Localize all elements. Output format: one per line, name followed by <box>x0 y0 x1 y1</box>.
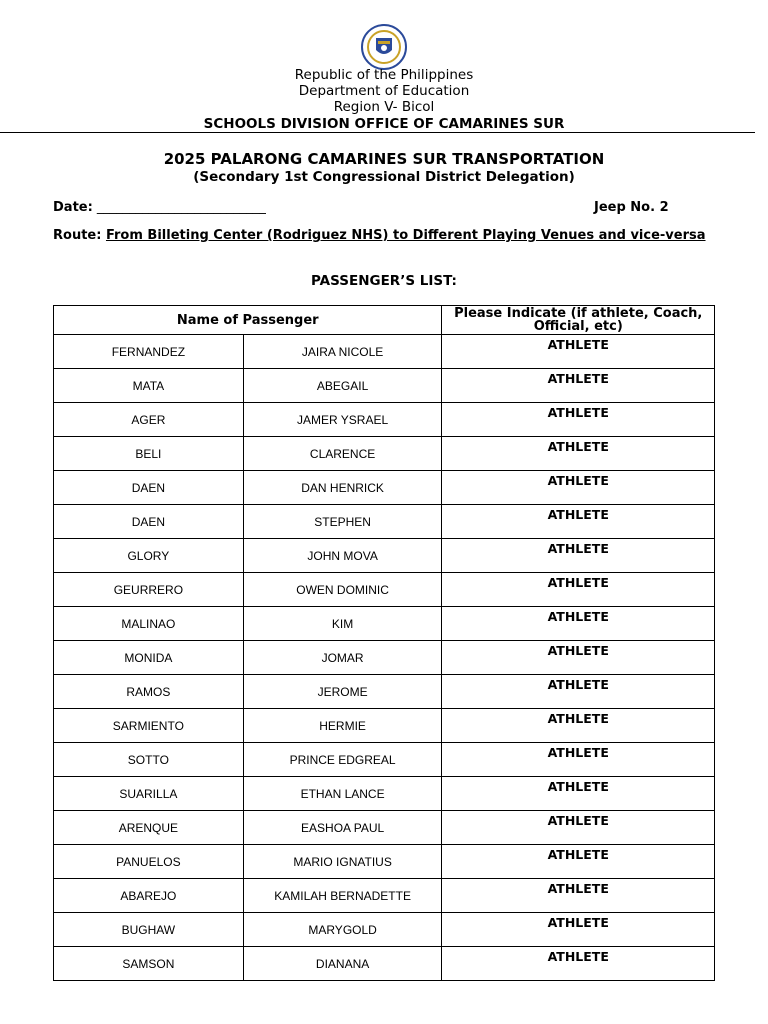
passenger-last-name: MALINAO <box>54 607 244 641</box>
passenger-role: ATHLETE <box>442 947 715 981</box>
passenger-last-name: SOTTO <box>54 743 244 777</box>
passenger-last-name: SARMIENTO <box>54 709 244 743</box>
header-division-office: SCHOOLS DIVISION OFFICE OF CAMARINES SUR <box>203 116 565 132</box>
table-row <box>54 913 715 947</box>
passenger-last-name: DAEN <box>54 505 244 539</box>
jeep-number: Jeep No. 2 <box>594 200 669 215</box>
passenger-table <box>53 305 715 981</box>
table-row <box>54 947 715 981</box>
passenger-role: ATHLETE <box>442 743 715 777</box>
passenger-last-name: GEURRERO <box>54 573 244 607</box>
passenger-first-name: JOMAR <box>243 641 442 675</box>
passenger-last-name: PANUELOS <box>54 845 244 879</box>
passenger-last-name: RAMOS <box>54 675 244 709</box>
table-row <box>54 743 715 777</box>
passenger-first-name: MARYGOLD <box>243 913 442 947</box>
passenger-last-name: SUARILLA <box>54 777 244 811</box>
passenger-last-name: MONIDA <box>54 641 244 675</box>
passenger-last-name: AGER <box>54 403 244 437</box>
passenger-last-name: ABAREJO <box>54 879 244 913</box>
passenger-role: ATHLETE <box>442 879 715 913</box>
passenger-first-name: EASHOA PAUL <box>243 811 442 845</box>
table-row <box>54 471 715 505</box>
passenger-role: ATHLETE <box>442 471 715 505</box>
passenger-first-name: JOHN MOVA <box>243 539 442 573</box>
table-row <box>54 369 715 403</box>
passenger-role: ATHLETE <box>442 709 715 743</box>
table-row <box>54 437 715 471</box>
passenger-role: ATHLETE <box>442 573 715 607</box>
passenger-last-name: GLORY <box>54 539 244 573</box>
passenger-role: ATHLETE <box>442 403 715 437</box>
passenger-first-name: KAMILAH BERNADETTE <box>243 879 442 913</box>
table-row <box>54 335 715 369</box>
passenger-first-name: CLARENCE <box>243 437 442 471</box>
passenger-role: ATHLETE <box>442 505 715 539</box>
header-name-of-passenger: Name of Passenger <box>54 306 442 335</box>
route-line <box>53 229 713 243</box>
document-title: 2025 PALARONG CAMARINES SUR TRANSPORTATION <box>163 150 605 168</box>
passenger-first-name: DIANANA <box>243 947 442 981</box>
passenger-role: ATHLETE <box>442 369 715 403</box>
passenger-last-name: DAEN <box>54 471 244 505</box>
date-blank: __________________________ <box>92 200 266 215</box>
passenger-role: ATHLETE <box>442 777 715 811</box>
header-department: Department of Education <box>298 83 470 99</box>
passenger-first-name: MARIO IGNATIUS <box>243 845 442 879</box>
passenger-role: ATHLETE <box>442 437 715 471</box>
table-row <box>54 777 715 811</box>
header-region: Region V- Bicol <box>333 99 435 115</box>
passenger-first-name: KIM <box>243 607 442 641</box>
passenger-role: ATHLETE <box>442 641 715 675</box>
date-label: Date: <box>53 200 93 215</box>
passenger-first-name: ABEGAIL <box>243 369 442 403</box>
passenger-first-name: JEROME <box>243 675 442 709</box>
table-row <box>54 641 715 675</box>
route-label: Route: <box>53 228 102 243</box>
passenger-role: ATHLETE <box>442 913 715 947</box>
table-row <box>54 709 715 743</box>
table-row <box>54 539 715 573</box>
passenger-last-name: MATA <box>54 369 244 403</box>
passenger-role: ATHLETE <box>442 811 715 845</box>
passenger-role: ATHLETE <box>442 675 715 709</box>
document-subtitle: (Secondary 1st Congressional District Delegation) <box>193 169 575 185</box>
passenger-last-name: SAMSON <box>54 947 244 981</box>
table-header-row <box>54 306 715 335</box>
passenger-first-name: JAMER YSRAEL <box>243 403 442 437</box>
passenger-first-name: OWEN DOMINIC <box>243 573 442 607</box>
passenger-role: ATHLETE <box>442 607 715 641</box>
header-role-indicator: Please Indicate (if athlete, Coach, Official, etc) <box>442 306 715 335</box>
passenger-last-name: BELI <box>54 437 244 471</box>
passenger-first-name: PRINCE EDGREAL <box>243 743 442 777</box>
passenger-last-name: BUGHAW <box>54 913 244 947</box>
passenger-first-name: HERMIE <box>243 709 442 743</box>
passenger-last-name: FERNANDEZ <box>54 335 244 369</box>
passenger-role: ATHLETE <box>442 539 715 573</box>
header-divider <box>0 132 755 133</box>
passenger-list-heading: PASSENGER’S LIST: <box>311 273 457 289</box>
date-line <box>53 200 266 215</box>
table-row <box>54 845 715 879</box>
passenger-first-name: STEPHEN <box>243 505 442 539</box>
passenger-role: ATHLETE <box>442 845 715 879</box>
table-row <box>54 811 715 845</box>
table-row <box>54 403 715 437</box>
passenger-first-name: ETHAN LANCE <box>243 777 442 811</box>
header-republic: Republic of the Philippines <box>294 67 474 83</box>
table-row <box>54 607 715 641</box>
table-row <box>54 505 715 539</box>
passenger-first-name: DAN HENRICK <box>243 471 442 505</box>
deped-seal-icon <box>358 24 410 70</box>
route-value: From Billeting Center (Rodriguez NHS) to Different Playing Venues and vice-versa <box>105 228 706 243</box>
table-row <box>54 879 715 913</box>
table-row <box>54 675 715 709</box>
table-row <box>54 573 715 607</box>
passenger-last-name: ARENQUE <box>54 811 244 845</box>
passenger-role: ATHLETE <box>442 335 715 369</box>
passenger-first-name: JAIRA NICOLE <box>243 335 442 369</box>
